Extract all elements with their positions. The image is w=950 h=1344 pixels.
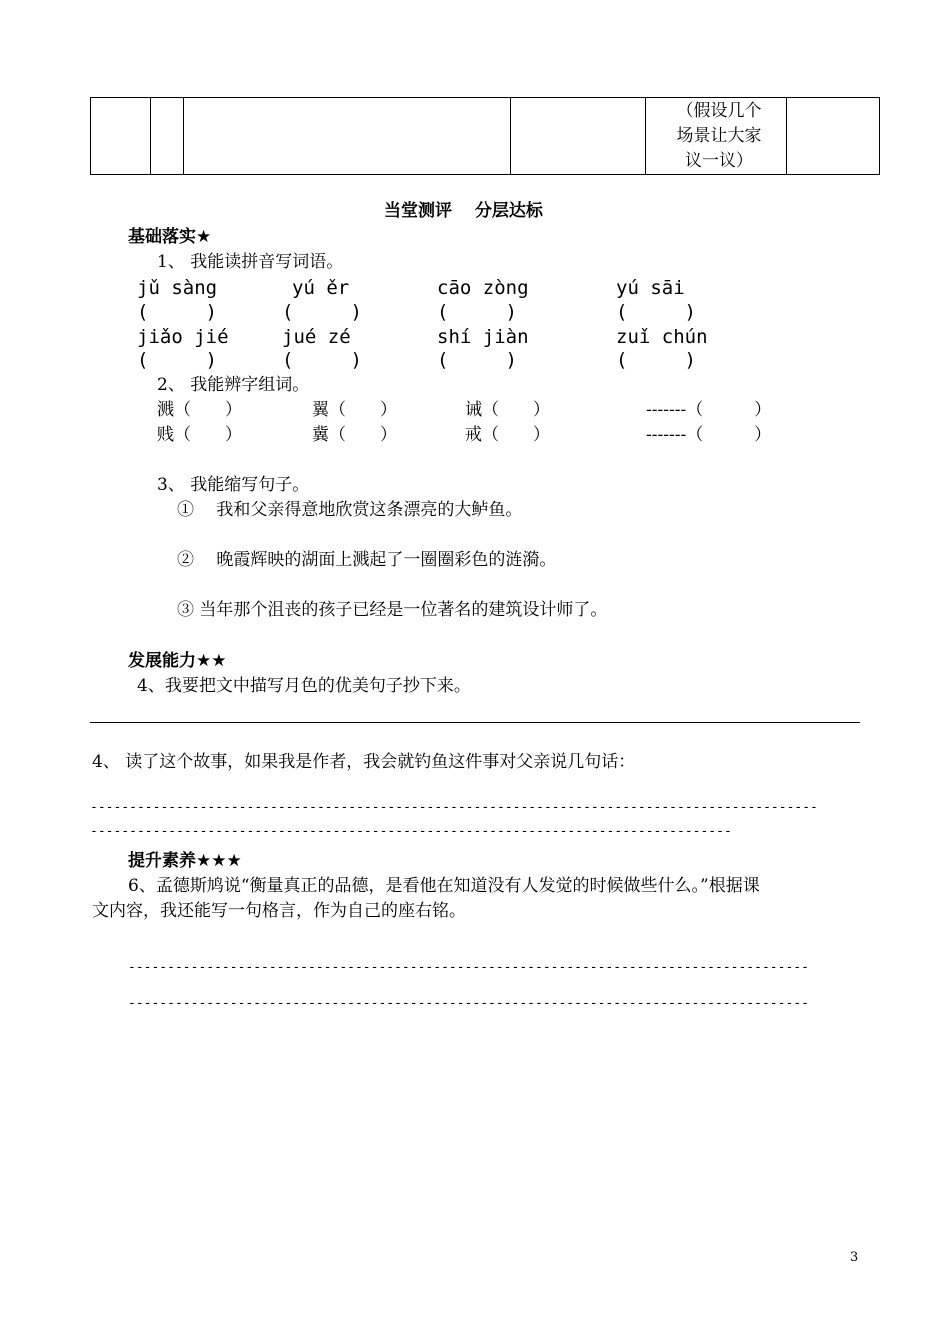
section-title: 当堂测评 分层达标 bbox=[384, 201, 543, 221]
table-cell bbox=[787, 98, 880, 175]
char-blank[interactable]: 翼（ ） bbox=[312, 400, 397, 420]
pinyin: jǔ sàng bbox=[137, 277, 218, 299]
table-cell bbox=[151, 98, 184, 175]
q6-line: 6、孟德斯鸠说“衡量真正的品德，是看他在知道没有人发觉的时候做些什么。”根据课 bbox=[128, 876, 760, 896]
answer-blank[interactable]: ( ) bbox=[616, 301, 696, 323]
table-note-cell bbox=[646, 98, 787, 175]
note-line: （假设几个 bbox=[676, 101, 762, 121]
answer-dash-line[interactable]: ---------------------------------------------------------------------------------- bbox=[90, 824, 732, 839]
pinyin: yú sāi bbox=[616, 277, 685, 299]
improve-heading: 提升素养★★★ bbox=[128, 851, 242, 871]
pinyin: cāo zòng bbox=[437, 277, 529, 299]
char-blank[interactable]: -------（ ） bbox=[646, 400, 772, 420]
char-blank[interactable]: 诫（ ） bbox=[465, 400, 550, 420]
table-cell bbox=[91, 98, 151, 175]
char-blank[interactable]: 冀（ ） bbox=[312, 425, 397, 445]
pinyin: zuǐ chún bbox=[616, 326, 708, 348]
table-cell bbox=[511, 98, 646, 175]
note-line: 场景让大家 bbox=[676, 126, 762, 146]
q2-label: 2、 我能辨字组词。 bbox=[157, 375, 310, 395]
pinyin: shí jiàn bbox=[437, 326, 529, 348]
answer-dash-line[interactable]: --------------------------------------------------------------------------------------------- bbox=[90, 800, 818, 815]
answer-blank[interactable]: ( ) bbox=[137, 301, 217, 323]
pinyin: yú ěr bbox=[292, 277, 350, 299]
q5-label: 4、 读了这个故事，如果我是作者，我会就钓鱼这件事对父亲说几句话： bbox=[92, 752, 636, 772]
answer-blank[interactable]: ( ) bbox=[282, 349, 362, 371]
answer-blank[interactable]: ( ) bbox=[616, 349, 696, 371]
sentence-item: ③ 当年那个沮丧的孩子已经是一位著名的建筑设计师了。 bbox=[177, 600, 608, 620]
page-number: 3 bbox=[850, 1250, 859, 1265]
answer-dash-line[interactable]: --------------------------------------------------------------------------------------- bbox=[128, 960, 809, 975]
answer-blank[interactable]: ( ) bbox=[137, 349, 217, 371]
basic-heading: 基础落实★ bbox=[128, 227, 212, 247]
answer-dash-line[interactable]: --------------------------------------------------------------------------------------- bbox=[128, 996, 809, 1011]
char-blank[interactable]: 溅（ ） bbox=[157, 400, 242, 420]
sentence-item: ② 晚霞辉映的湖面上溅起了一圈圈彩色的涟漪。 bbox=[177, 550, 557, 570]
note-line: 议一议） bbox=[685, 151, 753, 171]
q3-label: 3、 我能缩写句子。 bbox=[157, 475, 310, 495]
char-blank[interactable]: 戒（ ） bbox=[465, 425, 550, 445]
q1-label: 1、 我能读拼音写词语。 bbox=[157, 252, 344, 272]
table-cell bbox=[184, 98, 511, 175]
sentence-item: ① 我和父亲得意地欣赏这条漂亮的大鲈鱼。 bbox=[177, 500, 523, 520]
develop-heading: 发展能力★★ bbox=[128, 651, 227, 671]
q6-line: 文内容，我还能写一句格言，作为自己的座右铭。 bbox=[92, 901, 466, 921]
answer-blank[interactable]: ( ) bbox=[437, 301, 517, 323]
q4-label: 4、我要把文中描写月色的优美句子抄下来。 bbox=[137, 676, 471, 696]
lesson-table bbox=[90, 97, 880, 175]
char-blank[interactable]: 贱（ ） bbox=[157, 425, 242, 445]
answer-blank[interactable]: ( ) bbox=[282, 301, 362, 323]
char-blank[interactable]: -------（ ） bbox=[646, 425, 772, 445]
answer-line[interactable] bbox=[90, 722, 860, 723]
answer-blank[interactable]: ( ) bbox=[437, 349, 517, 371]
pinyin: jué zé bbox=[282, 326, 351, 348]
pinyin: jiǎo jié bbox=[137, 326, 229, 348]
